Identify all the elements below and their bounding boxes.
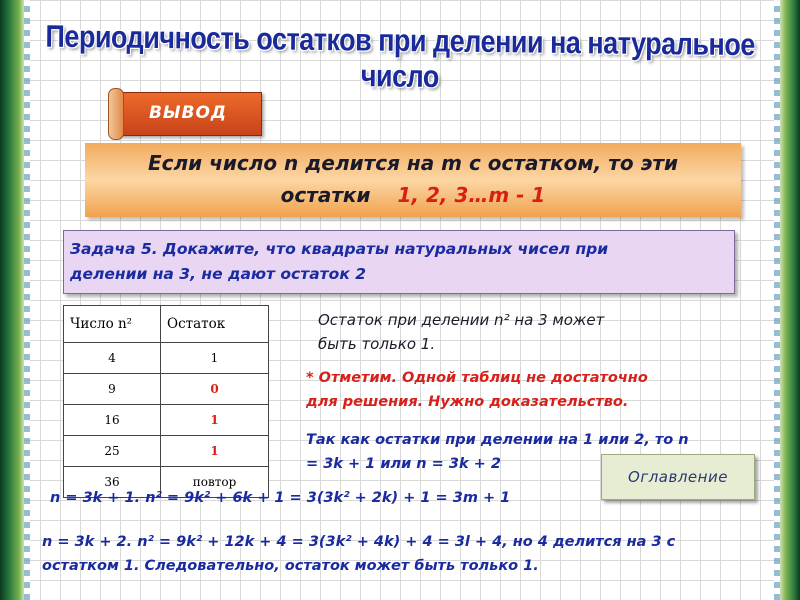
table-row [64,374,269,405]
table-row [64,405,269,436]
header-number: Число n² [64,306,161,343]
cell-remainder: повтор [161,467,269,498]
warning-note [306,366,746,414]
remainder-table [63,305,269,498]
cell-number: 16 [64,405,161,436]
table-header-row [64,306,269,343]
cell-number: 4 [64,343,161,374]
right-decorative-bar [780,0,800,600]
cell-remainder: 1 [161,436,269,467]
cell-remainder: 1 [161,343,269,374]
table-row [64,343,269,374]
remainder-note [318,308,708,356]
warning-note-line-1: * Отметим. Одной таблиц не достаточно [306,370,648,386]
left-decorative-stripe [24,0,30,600]
task-box [63,230,735,294]
remainder-note-line-1: Остаток при делении n² на 3 может [318,311,605,329]
case-1-equation: n = 3k + 1. n² = 9k² + 6k + 1 = 3(3k² + 2k) + 1 = 3m + 1 [50,490,511,506]
slide-title: Периодичность остатков при делении на натуральное число [45,19,755,94]
right-decorative-stripe [774,0,780,600]
cell-number: 36 [64,467,161,498]
rule-line-1: Если число n делится на m с остатком, то эти [147,151,679,175]
table-row [64,436,269,467]
case-2-line-1: n = 3k + 2. n² = 9k² + 12k + 4 = 3(3k² + 4k) + 4 = 3l + 4, но 4 делится на 3 с [42,534,676,550]
rule-line-2-prefix: остатки [280,183,371,207]
cell-number: 9 [64,374,161,405]
conclusion-label: ВЫВОД [148,103,228,123]
cell-number: 25 [64,436,161,467]
rule-line-2 [85,183,741,207]
cell-remainder: 0 [161,374,269,405]
conclusion-scroll-badge [108,88,260,138]
cases-note-line-1: Так как остатки при делении на 1 или 2, то n [306,432,689,448]
rule-remainders: 1, 2, 3…m - 1 [397,183,546,207]
remainder-note-line-2: быть только 1. [318,335,436,353]
warning-note-line-2: для решения. Нужно доказательство. [306,394,629,410]
header-remainder: Остаток [161,306,269,343]
task-text [70,237,730,287]
cases-note-line-2: = 3k + 1 или n = 3k + 2 [306,456,501,472]
case-2-line-2: остатком 1. Следовательно, остаток может быть только 1. [42,558,539,574]
task-line-1: Задача 5. Докажите, что квадраты натуральных чисел при [70,240,609,258]
table-of-contents-button[interactable]: Оглавление [601,454,755,500]
cell-remainder: 1 [161,405,269,436]
task-line-2: делении на 3, не дают остаток 2 [70,265,367,283]
left-decorative-bar [0,0,24,600]
case-2-equation [42,530,762,578]
rule-box [85,143,741,217]
